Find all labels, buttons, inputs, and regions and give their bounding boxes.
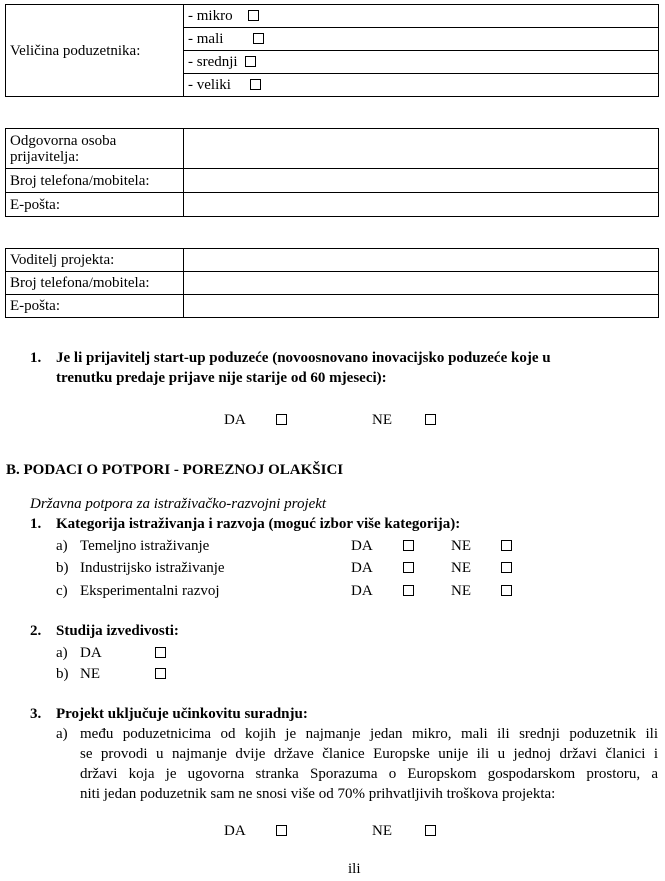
- category-c-no-checkbox[interactable]: [501, 585, 512, 596]
- email-field-1[interactable]: [184, 193, 659, 217]
- responsible-person-field[interactable]: [184, 129, 659, 169]
- category-a-no-checkbox[interactable]: [501, 540, 512, 551]
- cooperation-yes-label: DA: [224, 823, 246, 839]
- startup-question-line1: Je li prijavitelj start-up poduzeće (novoosnovano inovacijsko poduzeće koje u: [56, 350, 551, 366]
- checkbox-mali[interactable]: [253, 33, 264, 44]
- category-a-yes-label: DA: [351, 538, 373, 554]
- startup-question-number: 1.: [30, 350, 42, 366]
- feasibility-a-letter: a): [56, 645, 68, 661]
- responsible-person-table: [5, 128, 659, 217]
- category-a-no-label: NE: [451, 538, 471, 554]
- feasibility-b-letter: b): [56, 666, 69, 682]
- category-c-letter: c): [56, 583, 68, 599]
- category-b-yes-checkbox[interactable]: [403, 562, 414, 573]
- phone-field-2[interactable]: [184, 272, 659, 295]
- size-option-mali[interactable]: - mali: [184, 28, 659, 51]
- checkbox-veliki[interactable]: [250, 79, 261, 90]
- section-b-subtitle: Državna potpora za istraživačko-razvojni projekt: [30, 496, 327, 512]
- size-option-mikro[interactable]: - mikro: [184, 5, 659, 28]
- checkbox-srednji[interactable]: [245, 56, 256, 67]
- project-manager-field[interactable]: [184, 249, 659, 272]
- project-manager-table: [5, 248, 659, 318]
- category-c-label: Eksperimentalni razvoj: [80, 583, 220, 599]
- email-label-1: E-pošta:: [6, 193, 184, 217]
- category-b-label: Industrijsko istraživanje: [80, 560, 225, 576]
- startup-question-line2: trenutku predaje prijave nije starije od 60 mjeseci):: [56, 370, 387, 386]
- phone-label-2: Broj telefona/mobitela:: [6, 272, 184, 295]
- cooperation-yes-checkbox[interactable]: [276, 825, 287, 836]
- cooperation-a-text: među poduzetnicima od kojih je najmanje jedan mikro, mali ili srednji poduzetnik ili se provodi u najmanje dvije države članice Europske unije ili u jednoj državi članici i državi koja je ugovorna stranka Sporazuma o Europskom gospodarskom prostoru, a niti jedan poduzetnik sam ne snosi više od 70% prihvatljivih troškova projekta:: [80, 726, 658, 802]
- category-c-yes-checkbox[interactable]: [403, 585, 414, 596]
- category-b-yes-label: DA: [351, 560, 373, 576]
- category-b-no-label: NE: [451, 560, 471, 576]
- feasibility-b-label: NE: [80, 666, 100, 682]
- cooperation-no-label: NE: [372, 823, 392, 839]
- cooperation-title: Projekt uključuje učinkovitu suradnju:: [56, 706, 308, 722]
- category-title: Kategorija istraživanja i razvoja (moguć izbor više kategorija):: [56, 516, 461, 532]
- category-c-yes-label: DA: [351, 583, 373, 599]
- category-b-letter: b): [56, 560, 69, 576]
- category-c-no-label: NE: [451, 583, 471, 599]
- feasibility-a-checkbox[interactable]: [155, 647, 166, 658]
- category-b-no-checkbox[interactable]: [501, 562, 512, 573]
- feasibility-b-checkbox[interactable]: [155, 668, 166, 679]
- section-b-title: B. PODACI O POTPORI - POREZNOJ OLAKŠICI: [6, 462, 344, 478]
- startup-no-checkbox[interactable]: [425, 414, 436, 425]
- feasibility-title: Studija izvedivosti:: [56, 623, 179, 639]
- or-separator: ili: [348, 861, 361, 877]
- startup-no-label: NE: [372, 412, 392, 428]
- size-option-veliki[interactable]: - veliki: [184, 74, 659, 97]
- cooperation-no-checkbox[interactable]: [425, 825, 436, 836]
- phone-field-1[interactable]: [184, 169, 659, 193]
- responsible-person-label: Odgovorna osoba prijavitelja:: [6, 129, 184, 169]
- category-number: 1.: [30, 516, 42, 532]
- cooperation-a-letter: a): [56, 726, 68, 742]
- startup-yes-checkbox[interactable]: [276, 414, 287, 425]
- feasibility-a-label: DA: [80, 645, 102, 661]
- category-a-yes-checkbox[interactable]: [403, 540, 414, 551]
- cooperation-number: 3.: [30, 706, 42, 722]
- category-a-label: Temeljno istraživanje: [80, 538, 210, 554]
- checkbox-mikro[interactable]: [248, 10, 259, 21]
- company-size-label: Veličina poduzetnika:: [6, 5, 184, 97]
- email-label-2: E-pošta:: [6, 295, 184, 318]
- company-size-table: [5, 4, 659, 97]
- email-field-2[interactable]: [184, 295, 659, 318]
- phone-label-1: Broj telefona/mobitela:: [6, 169, 184, 193]
- feasibility-number: 2.: [30, 623, 42, 639]
- category-a-letter: a): [56, 538, 68, 554]
- startup-yes-label: DA: [224, 412, 246, 428]
- project-manager-label: Voditelj projekta:: [6, 249, 184, 272]
- size-option-srednji[interactable]: - srednji: [184, 51, 659, 74]
